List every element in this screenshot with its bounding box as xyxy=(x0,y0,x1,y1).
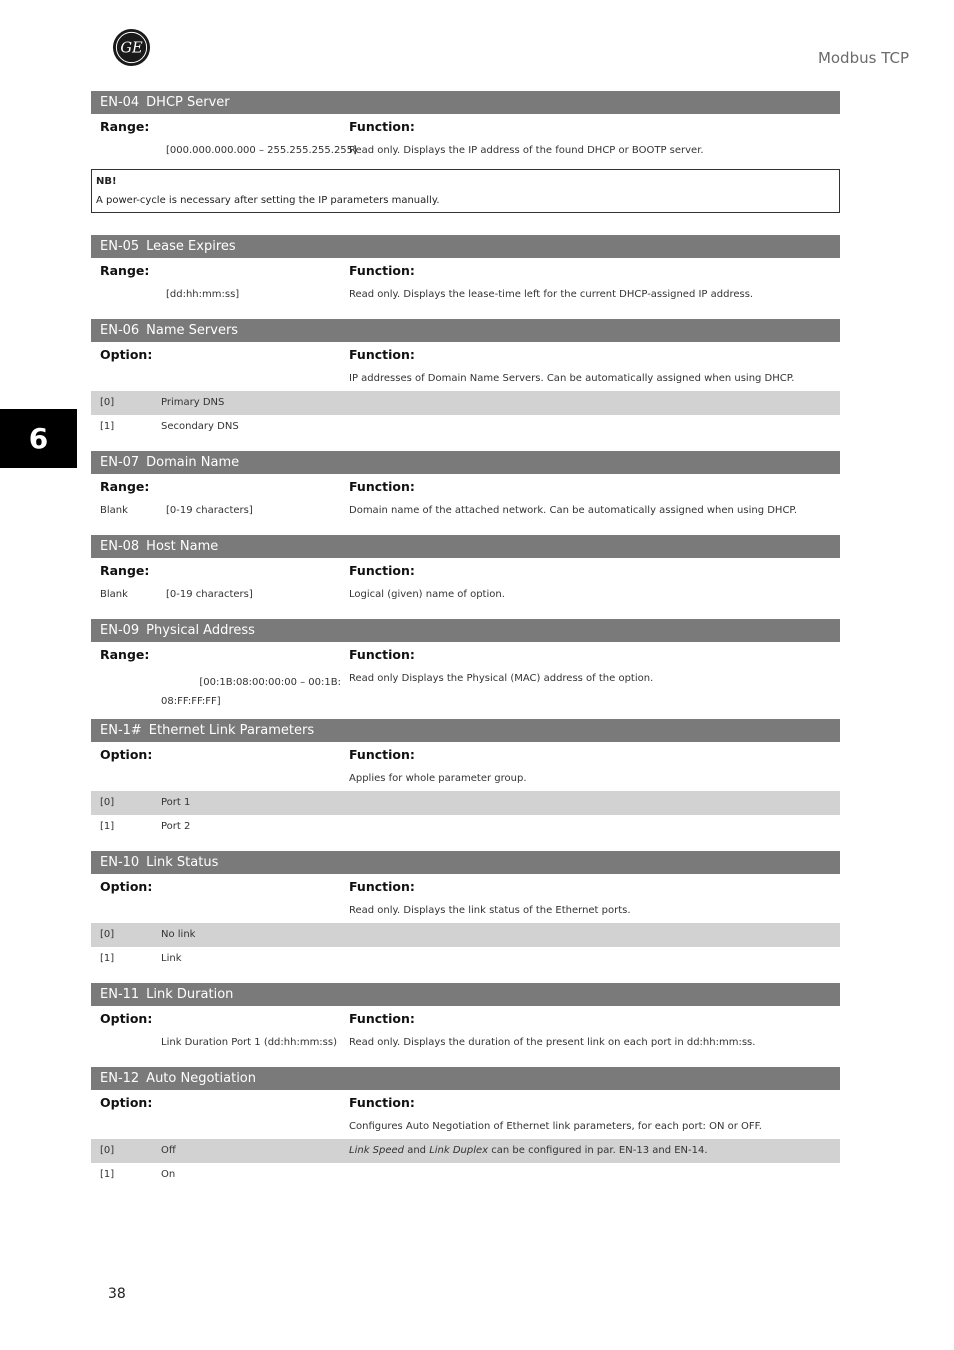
option-name: Off xyxy=(161,1145,176,1156)
option-index: [1] xyxy=(100,953,115,964)
section-header xyxy=(91,619,840,642)
option-row xyxy=(91,1139,840,1163)
function-row xyxy=(91,899,840,923)
param-row xyxy=(91,283,840,307)
label-row xyxy=(91,114,840,139)
param-code: EN-12 xyxy=(100,1071,140,1086)
param-code: EN-1# xyxy=(100,723,142,738)
option-label: Option: xyxy=(100,347,153,362)
option-label: Option: xyxy=(100,1011,153,1026)
function-text: Read only. Displays the IP address of the found DHCP or BOOTP server. xyxy=(349,145,704,156)
option-row xyxy=(91,815,840,839)
range-label: Range: xyxy=(100,119,150,134)
param-code: EN-06 xyxy=(100,323,140,338)
option-row xyxy=(91,791,840,815)
option-name: Link xyxy=(161,953,182,964)
function-label: Function: xyxy=(349,1095,415,1110)
section-en-04 xyxy=(91,91,840,163)
label-row xyxy=(91,1006,840,1031)
param-code: EN-07 xyxy=(100,455,140,470)
svg-text:GE: GE xyxy=(120,39,143,57)
label-row xyxy=(91,1090,840,1115)
option-index: [0] xyxy=(100,929,115,940)
option-label: Option: xyxy=(100,747,153,762)
option-name: On xyxy=(161,1169,176,1180)
range-line: [00:1B:08:00:00:00 – 00:1B: xyxy=(199,677,341,688)
option-index: [0] xyxy=(100,397,115,408)
section-header xyxy=(91,535,840,558)
range-label: Range: xyxy=(100,563,150,578)
section-header xyxy=(91,451,840,474)
section-en-07 xyxy=(91,451,840,523)
option-index: [0] xyxy=(100,797,115,808)
function-label: Function: xyxy=(349,747,415,762)
page-number: 38 xyxy=(108,1286,126,1302)
option-name: No link xyxy=(161,929,196,940)
function-row xyxy=(91,767,840,791)
section-header xyxy=(91,719,840,742)
param-reference: Link Speed xyxy=(349,1145,405,1156)
option-row xyxy=(91,923,840,947)
param-title: Ethernet Link Parameters xyxy=(148,723,315,738)
param-title: Host Name xyxy=(146,539,219,554)
option-name: Secondary DNS xyxy=(161,421,239,432)
param-row xyxy=(91,139,840,163)
option-name: Primary DNS xyxy=(161,397,225,408)
function-label: Function: xyxy=(349,563,415,578)
function-label: Function: xyxy=(349,1011,415,1026)
function-text: Read only. Displays the lease-time left for the current DHCP-assigned IP address. xyxy=(349,289,754,300)
param-code: EN-05 xyxy=(100,239,140,254)
option-label: Option: xyxy=(100,879,153,894)
note-title: NB! xyxy=(96,176,117,187)
section-header xyxy=(91,235,840,258)
section-header xyxy=(91,319,840,342)
option-name: Port 2 xyxy=(161,821,191,832)
section-en-11 xyxy=(91,983,840,1055)
param-reference: Link Duplex xyxy=(429,1145,489,1156)
option-name: Link Duration Port 1 (dd:hh:mm:ss) xyxy=(161,1037,337,1048)
range-label: Range: xyxy=(100,263,150,278)
description-text: can be configured in par. EN-13 and EN-14. xyxy=(488,1145,708,1156)
range-value: [0-19 characters] xyxy=(166,505,253,516)
range-value: [000.000.000.000 – 255.255.255.255] xyxy=(166,145,357,156)
function-text: IP addresses of Domain Name Servers. Can be automatically assigned when using DHCP. xyxy=(349,373,795,384)
function-label: Function: xyxy=(349,119,415,134)
label-row xyxy=(91,642,840,667)
range-line: 08:FF:FF:FF] xyxy=(161,696,221,707)
option-row xyxy=(91,391,840,415)
param-code: EN-09 xyxy=(100,623,140,638)
label-row xyxy=(91,558,840,583)
param-row xyxy=(91,499,840,523)
section-en-08 xyxy=(91,535,840,607)
label-row xyxy=(91,474,840,499)
option-label: Option: xyxy=(100,1095,153,1110)
note-text: A power-cycle is necessary after setting the IP parameters manually. xyxy=(96,195,440,206)
default-value: Blank xyxy=(100,505,128,516)
param-title: Lease Expires xyxy=(146,239,236,254)
param-title: Link Duration xyxy=(146,987,234,1002)
function-label: Function: xyxy=(349,879,415,894)
function-text: Configures Auto Negotiation of Ethernet link parameters, for each port: ON or OFF. xyxy=(349,1121,762,1132)
param-title: Physical Address xyxy=(146,623,255,638)
param-title: Link Status xyxy=(146,855,219,870)
function-label: Function: xyxy=(349,263,415,278)
param-code: EN-10 xyxy=(100,855,140,870)
function-label: Function: xyxy=(349,347,415,362)
option-description xyxy=(349,1145,834,1156)
range-value xyxy=(161,673,341,711)
param-title: DHCP Server xyxy=(146,95,230,110)
range-value: [0-19 characters] xyxy=(166,589,253,600)
function-text: Read only. Displays the duration of the present link on each port in dd:hh:mm:ss. xyxy=(349,1037,756,1048)
option-index: [1] xyxy=(100,821,115,832)
param-title: Auto Negotiation xyxy=(146,1071,256,1086)
function-label: Function: xyxy=(349,479,415,494)
param-code: EN-08 xyxy=(100,539,140,554)
range-label: Range: xyxy=(100,647,150,662)
param-row xyxy=(91,667,840,707)
option-index: [1] xyxy=(100,421,115,432)
label-row xyxy=(91,874,840,899)
function-text: Applies for whole parameter group. xyxy=(349,773,527,784)
option-index: [1] xyxy=(100,1169,115,1180)
header-title: Modbus TCP xyxy=(817,49,909,67)
param-title: Domain Name xyxy=(146,455,240,470)
option-row xyxy=(91,1163,840,1187)
label-row xyxy=(91,258,840,283)
section-en-1x xyxy=(91,719,840,839)
param-code: EN-11 xyxy=(100,987,140,1002)
section-en-09 xyxy=(91,619,840,707)
description-text: and xyxy=(404,1145,430,1156)
ge-logo xyxy=(112,28,151,67)
label-row xyxy=(91,342,840,367)
section-en-05 xyxy=(91,235,840,307)
option-row xyxy=(91,415,840,439)
param-title: Name Servers xyxy=(146,323,239,338)
chapter-tab: 6 xyxy=(0,409,77,468)
option-row xyxy=(91,947,840,971)
section-en-12 xyxy=(91,1067,840,1187)
param-row xyxy=(91,1031,840,1055)
param-code: EN-04 xyxy=(100,95,140,110)
label-row xyxy=(91,742,840,767)
function-row xyxy=(91,1115,840,1139)
section-header xyxy=(91,91,840,114)
section-header xyxy=(91,983,840,1006)
option-index: [0] xyxy=(100,1145,115,1156)
function-text: Read only Displays the Physical (MAC) address of the option. xyxy=(349,673,654,684)
function-text: Logical (given) name of option. xyxy=(349,589,505,600)
function-text: Read only. Displays the link status of the Ethernet ports. xyxy=(349,905,631,916)
function-row xyxy=(91,367,840,391)
default-value: Blank xyxy=(100,589,128,600)
section-en-10 xyxy=(91,851,840,971)
document-body xyxy=(91,91,840,1199)
param-row xyxy=(91,583,840,607)
range-label: Range: xyxy=(100,479,150,494)
note-box xyxy=(91,169,840,213)
option-name: Port 1 xyxy=(161,797,191,808)
section-header xyxy=(91,851,840,874)
section-header xyxy=(91,1067,840,1090)
function-text: Domain name of the attached network. Can be automatically assigned when using DHCP. xyxy=(349,505,798,516)
range-value: [dd:hh:mm:ss] xyxy=(166,289,240,300)
section-en-06 xyxy=(91,319,840,439)
function-label: Function: xyxy=(349,647,415,662)
